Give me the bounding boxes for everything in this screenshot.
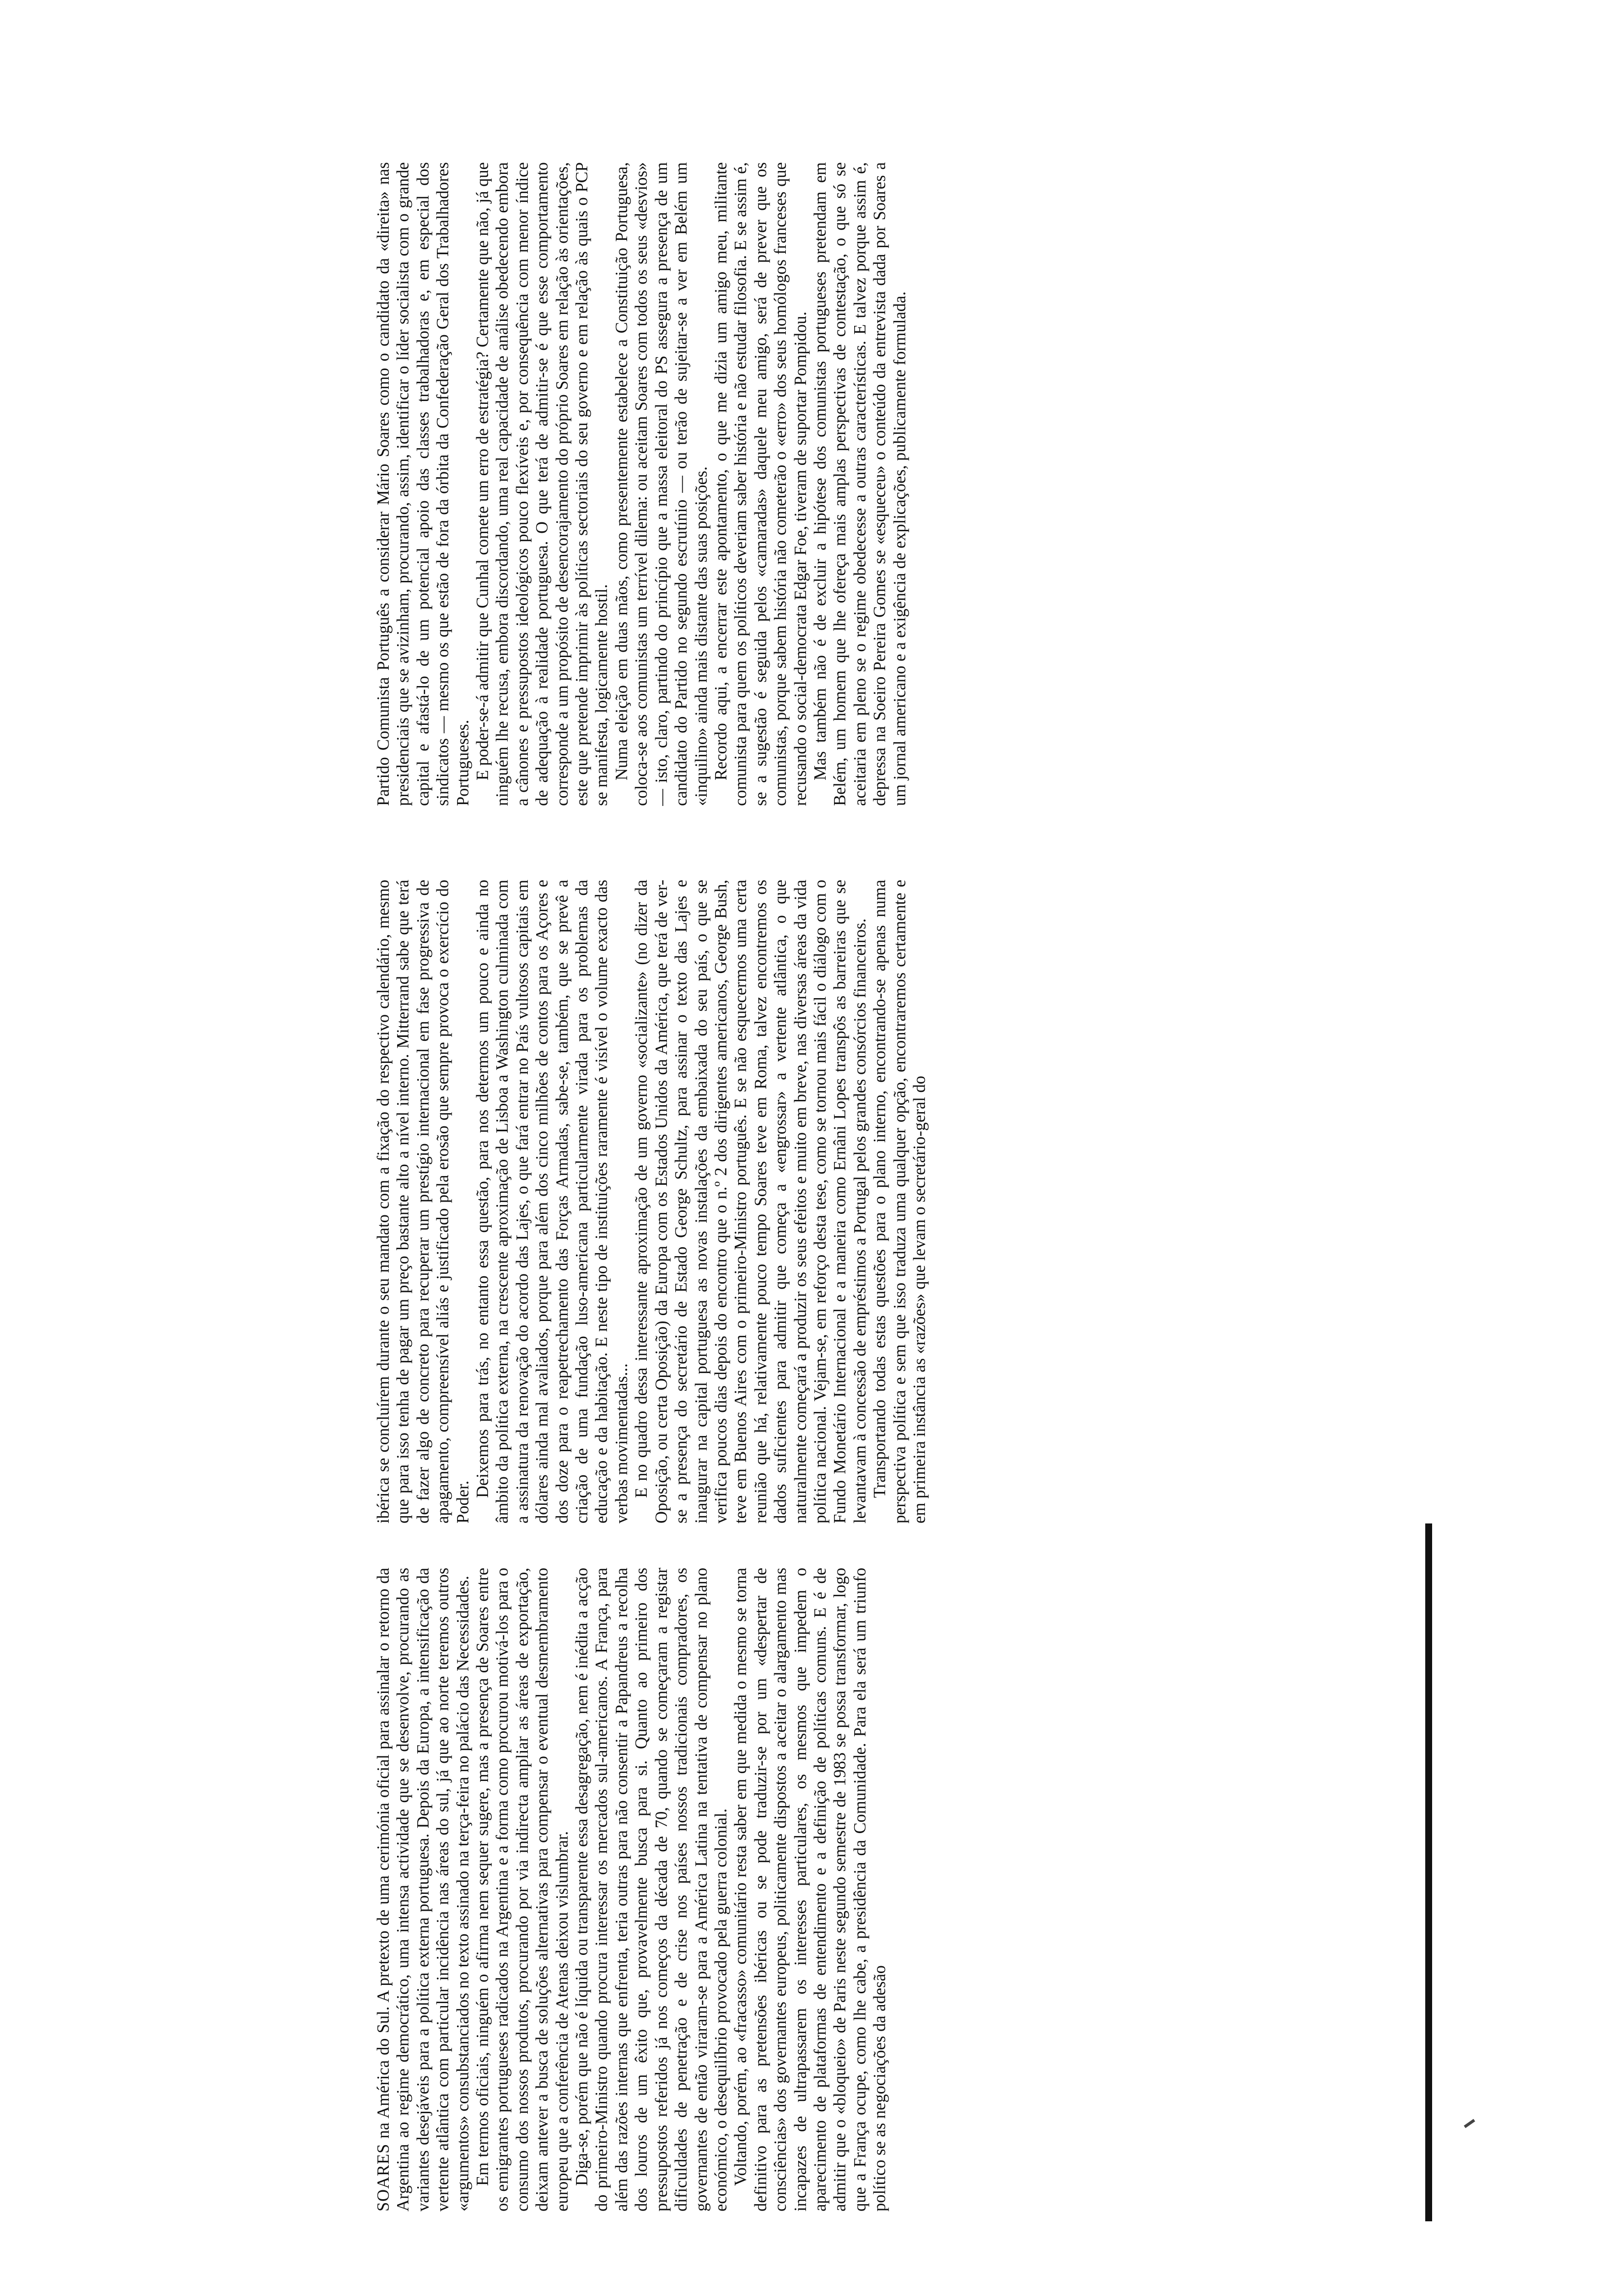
column-2 [374, 880, 1455, 1523]
paragraph [374, 1568, 473, 2211]
column-3 [374, 162, 1381, 806]
paragraph: Mas também não é de excluir a hipótese dos comunistas portugueses pretendam em Belém, um homem que lhe ofereça mais amplas perspectivas de contestação, o que só se aceitaria em pleno se o regime obedecesse a outras características. E talvez porque assim é, depressa na Soeiro Pereira Gomes se «esqueceu» o conteúdo da entrevista dada por Soares a um jornal americano e a exigência de explicações, publicamente formulada. [810, 162, 909, 806]
paragraph: Numa eleição em duas mãos, como presentemente estabelece a Constituição Portuguesa, coloca-se aos comunistas um terrível dilema: ou aceitam Soares com todos os seus «desvios» — isto, claro, partindo do princípio que a massa eleitoral do PS assegura a presença de um candidato do Partido no segundo escrutínio — ou terão de sujeitar-se a ver em Belém um «inquilino» ainda mais distante das suas posições. [612, 162, 711, 806]
paragraph: Voltando, porém, ao «fracasso» comunitário resta saber em que medida o mesmo se torna definitivo para as pretensões ibéricas ou se pode traduzir-se por um «despertar de consciências» dos governantes europeus, politicamente dispostos a aceitar o alargamento mas incapazes de ultrapassarem os interesses particulares, os mesmos que impedem o aparecimento de plataformas de entendimento e a definição de políticas comuns. E é de admitir que o «bloqueio» de Paris neste segundo semestre de 1983 se possa transformar, logo que a França ocupe, como lhe cabe, a presidência da Comunidade. Para ela será um triunfo político se as negociações da adesão [731, 1568, 890, 2211]
column-1 [374, 1568, 1455, 2211]
paragraph: Transportando todas estas questões para o plano interno, encontrando-se apenas numa perspectiva política e sem que isso traduza uma qualquer opção, encontraremos certamente e em primeira instância as «razões» que levam o secretário-geral do [870, 880, 929, 1523]
paragraph: ibérica se concluírem durante o seu mandato com a fixação do respectivo calendário, mesmo que para isso tenha de pagar um preço bastante alto a nível interno. Mitterrand sabe que terá de fazer algo de concreto para recuperar um prestígio internacional em fase progressiva de apagamento, compreensível aliás e justificado pela erosão que sempre provoca o exercício do Poder. [374, 880, 472, 1523]
paragraph: E no quadro dessa interessante aproximação de um governo «socializante» (no dizer da Oposição, ou certa Oposição) da Europa com os Estados Unidos da América, que terá de ver-se a presença do secretário de Estado George Schultz, para assinar o texto das Lajes e inaugurar na capital portuguesa as novas instalações da embaixada do seu país, o que se verifica poucos dias depois do encontro que o n.º 2 dos dirigentes americanos, George Bush, teve em Buenos Aires com o primeiro-Ministro português. E se não esquecermos uma certa reunião que há, relativamente pouco tempo Soares teve em Roma, talvez encontremos os dados suficientes para admitir que começa a «engrossar» a vertente atlântica, o que naturalmente começará a produzir os seus efeitos e muito em breve, nas diversas áreas da vida política nacional. Vejam-se, em reforço desta tese, como se tornou mais fácil o diálogo com o Fundo Monetário Internacional e a maneira como Ernâni Lopes transpôs as barreiras que se levantavam à concessão de empréstimos a Portugal pelos grandes consórcios financeiros. [632, 880, 869, 1523]
column-rule [1425, 1523, 1432, 2221]
paragraph: Em termos oficiais, ninguém o afirma nem sequer sugere, mas a presença de Soares entre os emigrantes portugueses radicados na Argentina e a forma como procurou motivá-los para o consumo dos nossos produtos, procurando por via indirecta ampliar as áreas de exportação, deixam antever a busca de soluções alternativas para compensar o eventual desmembramento europeu que a conferência de Atenas deixou vislumbrar. [473, 1568, 572, 2211]
paragraph: Recordo aqui, a encerrar este apontamento, o que me dizia um amigo meu, militante comunista para quem os políticos deveriam saber história e não estudar filosofia. E se assim é, se a sugestão é seguida pelos «camaradas» daquele meu amigo, será de prever que os comunistas, porque sabem história não cometerão o «erro» dos seus homólogos franceses que recusando o social-democrata Edgar Foe, tiveram de suportar Pompidou. [711, 162, 810, 806]
paragraph: Diga-se, porém que não é líquida ou transparente essa desagregação, nem é inédita a acção do primeiro-Ministro quando procura interessar os mercados sul-americanos. A França, para além das razões internas que enfrenta, teria outras para não consentir a Papandreus a recolha dos louros de um êxito que, provavelmente busca para si. Quanto ao primeiro dos pressupostos referidos já nos começos da década de 70, quando se começaram a registar dificuldades de penetração e de crise nos países nossos tradicionais compradores, os governantes de então viraram-se para a América Latina na tentativa de compensar no plano económico, o desequilíbrio provocado pela guerra colonial. [573, 1568, 730, 2211]
paragraph: Deixemos para trás, no entanto essa questão, para nos determos um pouco e ainda no âmbito da política externa, na crescente aproximação de Lisboa a Washington culminada com a assinatura da renovação do acordo das Lajes, o que fará entrar no País vultosos capitais em dólares ainda mal avaliados, porque para além dos cinco milhões de contos para os Açores e dos doze para o reapetrechamento das Forças Armadas, sabe-se, também, que se prevê a criação de uma fundação luso-americana particularmente virada para os problemas da educação e da habitação. E neste tipo de instituições raramente é visível o volume exacto das verbas movimentadas... [473, 880, 631, 1523]
paragraph: E poder-se-á admitir que Cunhal comete um erro de estratégia? Certamente que não, já que ninguém lhe recusa, embora discordando, uma real capacidade de análise obedecendo embora a cânones e pressupostos ideológicos pouco flexíveis e, por consequência com menor índice de adequação à realidade portuguesa. O que terá de admitir-se é que esse comportamento corresponde a um propósito de desencorajamento do próprio Soares em relação às orientações, este que pretende imprimir às políticas sectoriais do seu governo e em relação às quais o PCP se manifesta, logicamente hostil. [473, 162, 611, 806]
paragraph-text: na América do Sul. A pretexto de uma cerimónia oficial para assinalar o retorno da Argentina ao regime democrático, uma intensa actividade que se desenvolve, procurando as variantes desejáveis para a política externa portuguesa. Depois da Europa, a intensificação da vertente atlântica com particular incidência nas áreas do sul, já que ao norte teremos outros «argumentos» consubstanciados no texto assinado na terça-feira no palácio das Necessidades. [374, 1568, 472, 2211]
rotated-page [374, 147, 1455, 2211]
run-in-word: SOARES [374, 2143, 393, 2211]
scan-speck [1464, 2119, 1475, 2128]
paragraph: Partido Comunista Português a considerar Mário Soares como o candidato da «direita» nas presidenciais que se avizinham, procurando, assim, identificar o líder socialista com o grande capital e afastá-lo de um potencial apoio das classes trabalhadoras e, em especial dos sindicatos — mesmo os que estão de fora da órbita da Confederação Geral dos Trabalhadores Portugueses. [374, 162, 472, 806]
